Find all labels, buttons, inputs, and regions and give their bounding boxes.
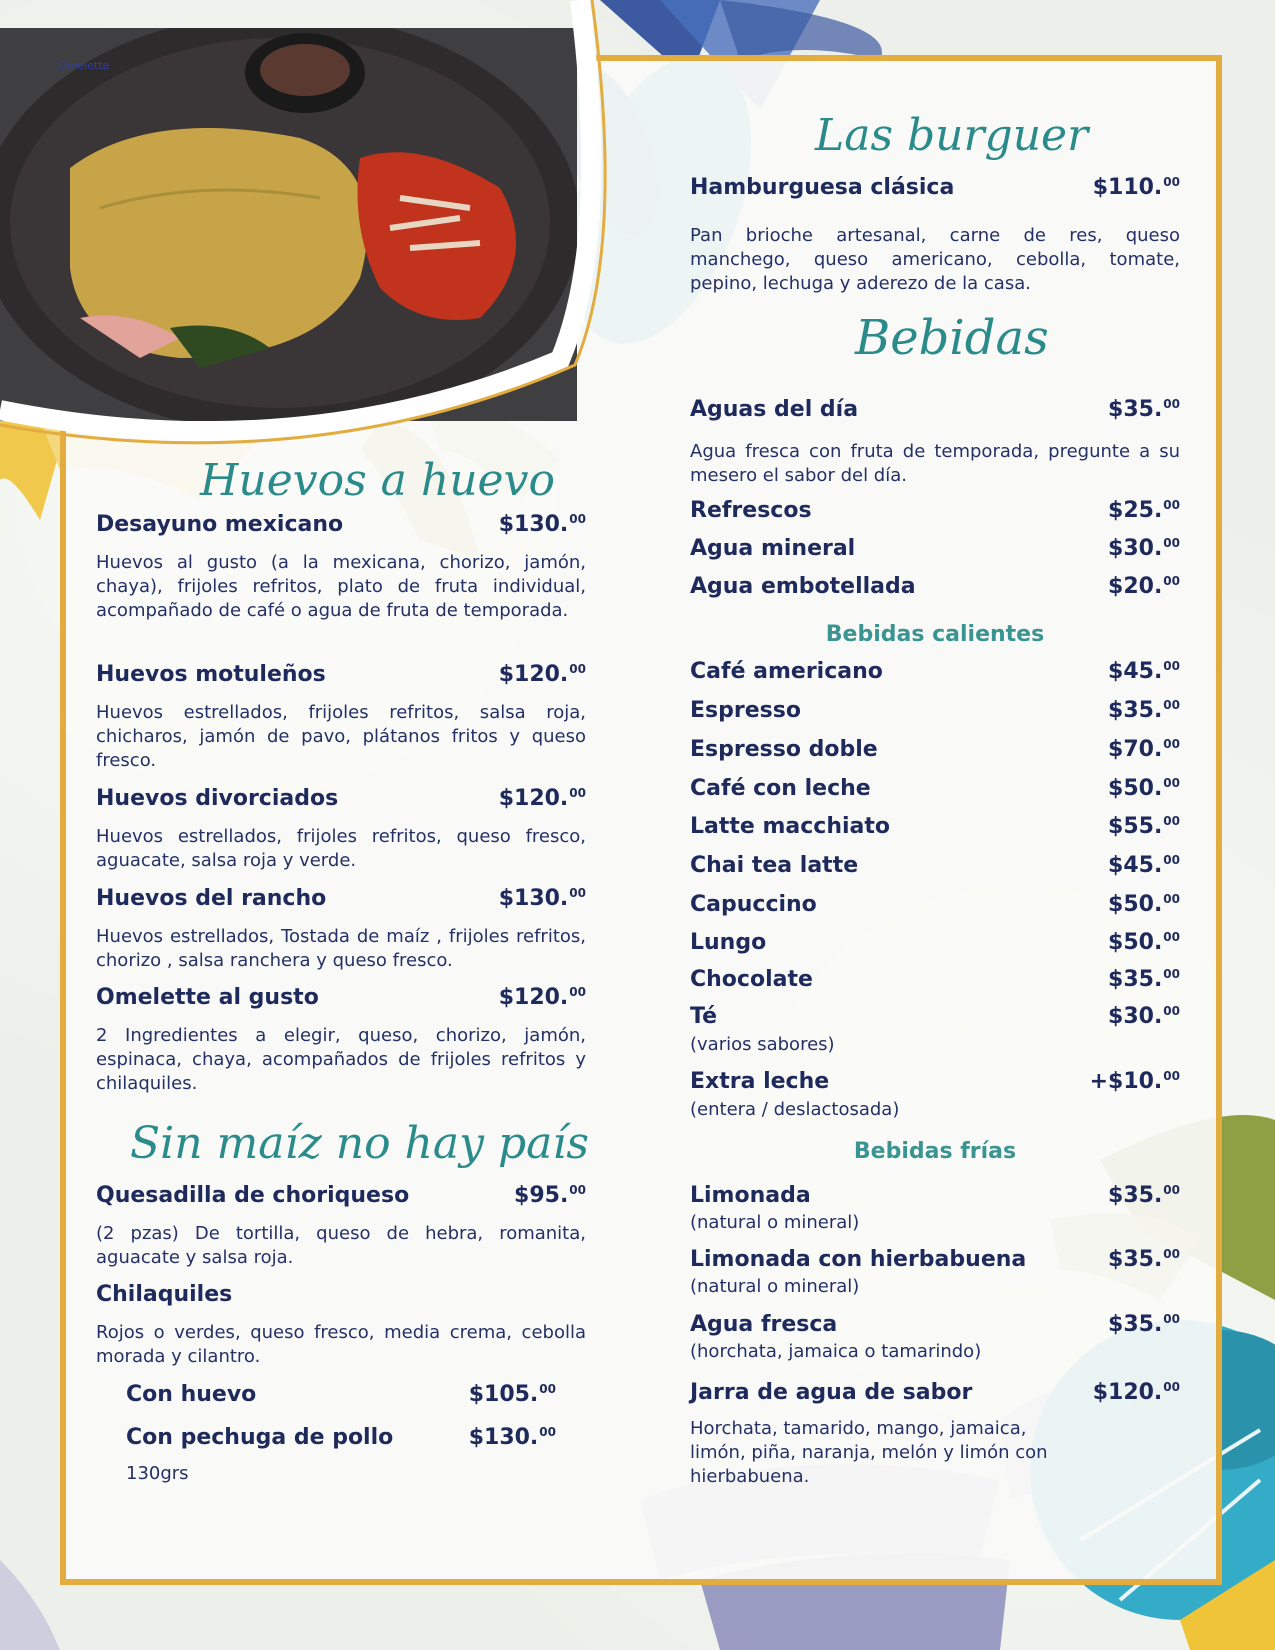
menu-item-agua-fresca xyxy=(690,1312,1180,1337)
item-description: Horchata, tamarido, mango, jamaica, limón, piña, naranja, melón y limón con hierbabuena. xyxy=(690,1418,1048,1487)
item-name: Huevos motuleños xyxy=(96,662,326,687)
menu-item-aguas-del-dia xyxy=(690,397,1180,422)
item-name: Hamburguesa clásica xyxy=(690,175,955,200)
menu-item-hot-8 xyxy=(690,967,1180,992)
menu-item-hot-5 xyxy=(690,853,1180,878)
item-subtitle: (natural o mineral) xyxy=(690,1212,860,1233)
menu-item-huevos-del-rancho xyxy=(96,886,586,911)
item-description: Huevos estrellados, frijoles refritos, queso fresco, aguacate, salsa roja y verde. xyxy=(96,826,586,871)
option-price: $130.00 xyxy=(468,1425,556,1450)
item-price: $35.00 xyxy=(1108,397,1180,422)
chilaquiles-option-pollo xyxy=(126,1425,556,1450)
item-description: Huevos estrellados, Tostada de maíz , frijoles refritos, chorizo , salsa ranchera y queso fresco. xyxy=(96,926,586,971)
item-price: $120.00 xyxy=(498,662,586,687)
item-name: Café con leche xyxy=(690,776,871,801)
item-name: Chocolate xyxy=(690,967,813,992)
section-title-bebidas: Bebidas xyxy=(855,310,1049,366)
menu-item-te xyxy=(690,1004,1180,1029)
item-price: $35.00 xyxy=(1108,1247,1180,1272)
menu-item-refrescos xyxy=(690,498,1180,523)
menu-item-limonada-hierbabuena xyxy=(690,1247,1180,1272)
item-name: Chai tea latte xyxy=(690,853,859,878)
item-price: +$10.00 xyxy=(1089,1069,1180,1094)
chilaquiles-option-huevo xyxy=(126,1382,556,1407)
item-name: Café americano xyxy=(690,659,883,684)
item-name: Té xyxy=(690,1004,718,1029)
item-name: Espresso doble xyxy=(690,737,878,762)
menu-item-hot-2 xyxy=(690,737,1180,762)
item-name: Chilaquiles xyxy=(96,1282,233,1307)
item-price: $35.00 xyxy=(1108,1183,1180,1208)
menu-item-quesadilla xyxy=(96,1183,586,1208)
menu-item-hot-3 xyxy=(690,776,1180,801)
item-name: Aguas del día xyxy=(690,397,859,422)
item-price: $120.00 xyxy=(1092,1380,1180,1405)
menu-item-chilaquiles xyxy=(96,1282,586,1307)
item-price: $20.00 xyxy=(1108,574,1180,599)
item-description: Pan brioche artesanal, carne de res, queso manchego, queso americano, cebolla, tomate, pepino, lechuga y aderezo de la casa. xyxy=(690,225,1180,294)
item-price: $70.00 xyxy=(1108,737,1180,762)
menu-item-limonada xyxy=(690,1183,1180,1208)
item-name: Omelette al gusto xyxy=(96,985,319,1010)
item-name: Agua mineral xyxy=(690,536,856,561)
menu-item-omelette xyxy=(96,985,586,1010)
menu-item-jarra xyxy=(690,1380,1180,1405)
item-name: Jarra de agua de sabor xyxy=(690,1380,973,1405)
item-name: Capuccino xyxy=(690,892,817,917)
item-price: $120.00 xyxy=(498,786,586,811)
menu-item-hot-4 xyxy=(690,814,1180,839)
item-price: $50.00 xyxy=(1108,892,1180,917)
item-name: Lungo xyxy=(690,930,767,955)
item-description: Huevos al gusto (a la mexicana, chorizo, jamón, chaya), frijoles refritos, plato de fruta individual, acompañado de café o agua de fruta de temporada. xyxy=(96,552,586,621)
item-price: $45.00 xyxy=(1108,853,1180,878)
item-description: Rojos o verdes, queso fresco, media crema, cebolla morada y cilantro. xyxy=(96,1322,586,1367)
item-subtitle: (horchata, jamaica o tamarindo) xyxy=(690,1341,982,1362)
option-price: $105.00 xyxy=(468,1382,556,1407)
section-title-burguer: Las burguer xyxy=(815,110,1089,161)
item-description: Agua fresca con fruta de temporada, pregunte a su mesero el sabor del día. xyxy=(690,441,1180,486)
item-name: Latte macchiato xyxy=(690,814,891,839)
menu-item-hamburguesa xyxy=(690,175,1180,200)
menu-item-hot-1 xyxy=(690,698,1180,723)
photo-arc-decoration xyxy=(0,0,620,450)
item-subtitle: (varios sabores) xyxy=(690,1034,835,1055)
item-price: $45.00 xyxy=(1108,659,1180,684)
item-price: $35.00 xyxy=(1108,1312,1180,1337)
menu-item-agua-embotellada xyxy=(690,574,1180,599)
menu-item-hot-7 xyxy=(690,930,1180,955)
item-name: Agua fresca xyxy=(690,1312,838,1337)
subsection-bebidas-frias: Bebidas frías xyxy=(853,1139,1017,1164)
item-price: $55.00 xyxy=(1108,814,1180,839)
item-name: Limonada con hierbabuena xyxy=(690,1247,1027,1272)
item-name: Quesadilla de choriqueso xyxy=(96,1183,410,1208)
item-description: (2 pzas) De tortilla, queso de hebra, romanita, aguacate y salsa roja. xyxy=(96,1223,586,1268)
subsection-bebidas-calientes: Bebidas calientes xyxy=(825,622,1045,647)
item-name: Huevos divorciados xyxy=(96,786,339,811)
item-name: Huevos del rancho xyxy=(96,886,327,911)
menu-item-extra-leche xyxy=(690,1069,1180,1094)
item-price: $130.00 xyxy=(498,886,586,911)
menu-item-huevos-motulenos xyxy=(96,662,586,687)
item-description: 2 Ingredientes a elegir, queso, chorizo, jamón, espinaca, chaya, acompañados de frijoles refritos y chilaquiles. xyxy=(96,1025,586,1094)
item-price: $50.00 xyxy=(1108,776,1180,801)
menu-item-hot-0 xyxy=(690,659,1180,684)
menu-item-desayuno-mexicano xyxy=(96,512,586,537)
item-price: $25.00 xyxy=(1108,498,1180,523)
item-price: $30.00 xyxy=(1108,1004,1180,1029)
photo-caption: Omelette xyxy=(58,59,110,72)
item-name: Agua embotellada xyxy=(690,574,916,599)
option-name: Con pechuga de pollo xyxy=(126,1425,394,1450)
item-price: $110.00 xyxy=(1092,175,1180,200)
item-subtitle: (entera / deslactosada) xyxy=(690,1099,900,1120)
item-price: $130.00 xyxy=(498,512,586,537)
item-name: Limonada xyxy=(690,1183,811,1208)
menu-item-huevos-divorciados xyxy=(96,786,586,811)
section-title-sin-maiz: Sin maíz no hay país xyxy=(130,1118,590,1169)
item-price: $95.00 xyxy=(514,1183,586,1208)
item-price: $35.00 xyxy=(1108,698,1180,723)
item-price: $35.00 xyxy=(1108,967,1180,992)
item-price: $30.00 xyxy=(1108,536,1180,561)
item-name: Refrescos xyxy=(690,498,812,523)
item-price: $50.00 xyxy=(1108,930,1180,955)
menu-item-hot-6 xyxy=(690,892,1180,917)
item-description: Huevos estrellados, frijoles refritos, salsa roja, chicharos, jamón de pavo, plátanos fritos y queso fresco. xyxy=(96,702,586,771)
item-name: Desayuno mexicano xyxy=(96,512,344,537)
section-title-huevos: Huevos a huevo xyxy=(200,455,555,506)
menu-item-agua-mineral xyxy=(690,536,1180,561)
item-subtitle: (natural o mineral) xyxy=(690,1276,860,1297)
option-name: Con huevo xyxy=(126,1382,257,1407)
chilaquiles-note: 130grs xyxy=(126,1463,189,1484)
item-name: Extra leche xyxy=(690,1069,830,1094)
item-price: $120.00 xyxy=(498,985,586,1010)
item-name: Espresso xyxy=(690,698,801,723)
